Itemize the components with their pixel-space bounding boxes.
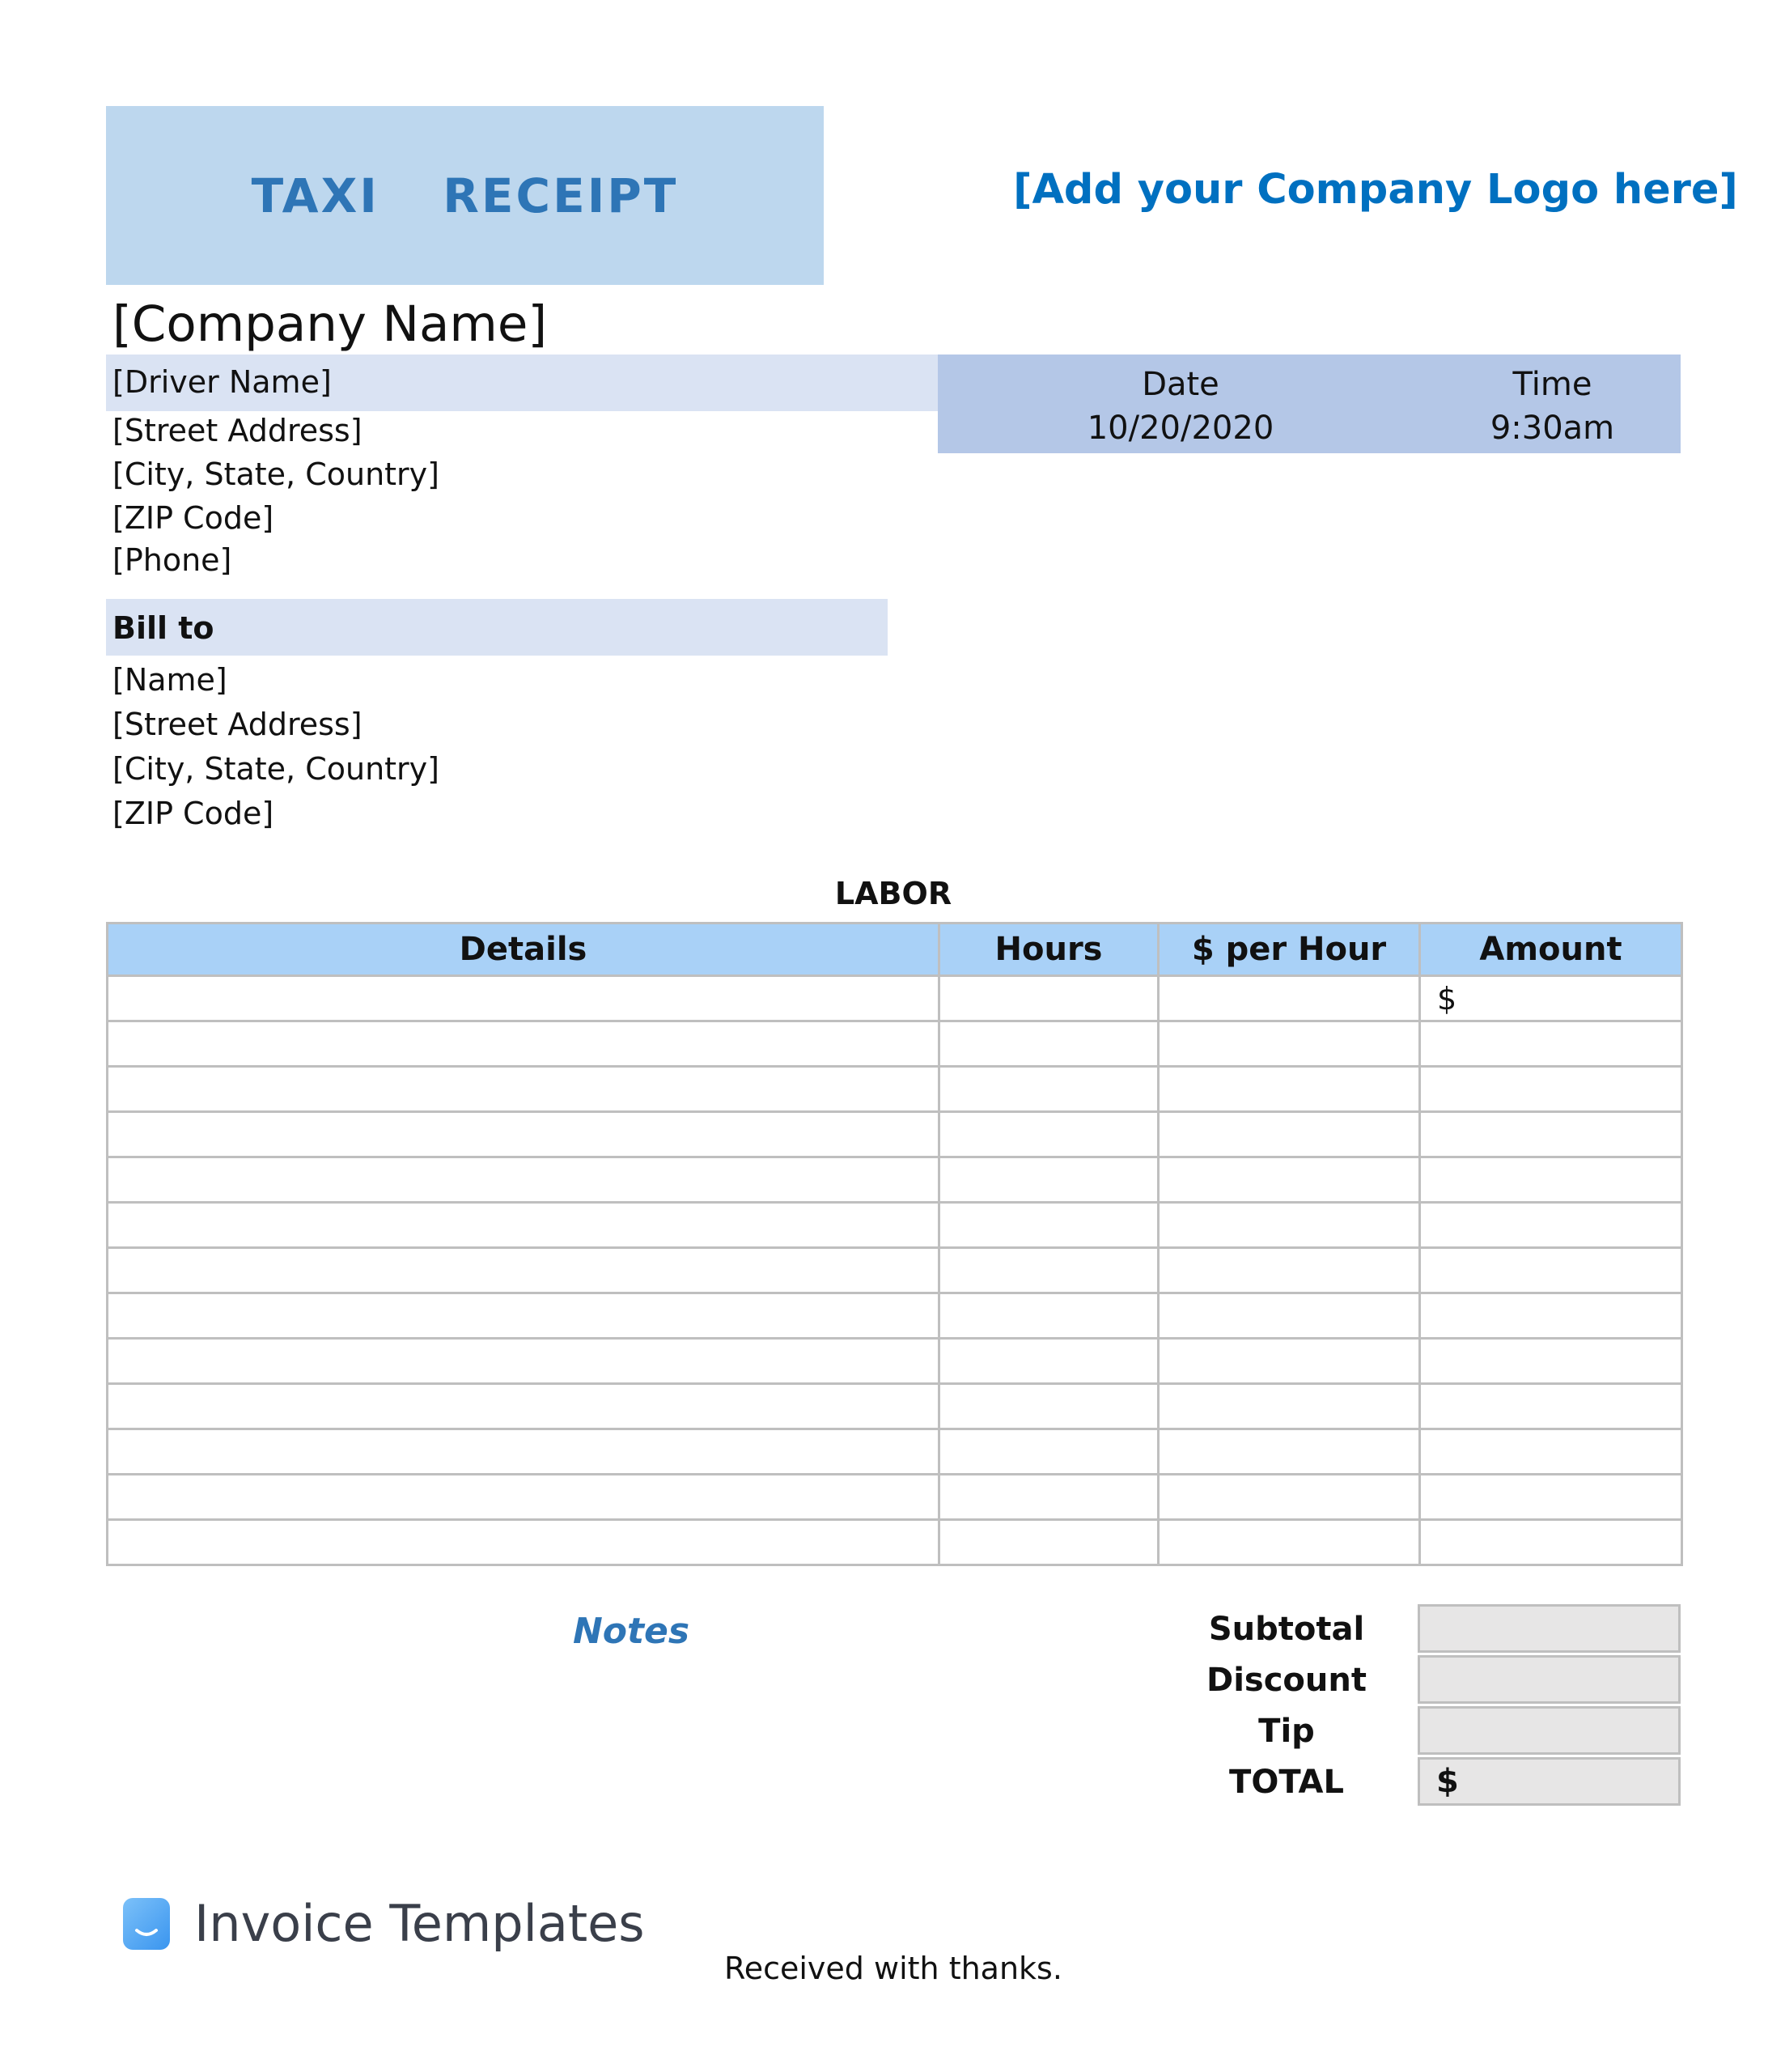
details-cell[interactable]	[108, 1520, 939, 1565]
driver-phone: [Phone]	[112, 542, 232, 578]
amount-cell[interactable]: $	[1420, 976, 1682, 1021]
hours-cell[interactable]	[939, 1429, 1159, 1475]
hours-cell[interactable]	[939, 1157, 1159, 1203]
table-row	[108, 1067, 1682, 1112]
labor-table	[106, 922, 1683, 1566]
table-row	[108, 1475, 1682, 1520]
hours-cell[interactable]	[939, 1021, 1159, 1067]
rate-cell[interactable]	[1159, 1248, 1420, 1293]
table-row	[108, 1293, 1682, 1339]
subtotal-label: Subtotal	[1208, 1611, 1365, 1648]
receipt-title: TAXI RECEIPT	[251, 168, 679, 223]
labor-heading: LABOR	[834, 876, 952, 911]
bill-to-zip: [ZIP Code]	[112, 796, 274, 831]
hours-cell[interactable]	[939, 1293, 1159, 1339]
details-cell[interactable]	[108, 1248, 939, 1293]
date-label: Date	[1142, 366, 1219, 403]
details-cell[interactable]	[108, 1112, 939, 1157]
driver-name: [Driver Name]	[112, 364, 332, 400]
details-cell[interactable]	[108, 1293, 939, 1339]
details-cell[interactable]	[108, 976, 939, 1021]
amount-cell[interactable]	[1420, 1203, 1682, 1248]
rate-cell[interactable]	[1159, 1520, 1420, 1565]
discount-label: Discount	[1206, 1662, 1367, 1699]
details-cell[interactable]	[108, 1067, 939, 1112]
labor-header-row	[108, 923, 1682, 976]
total-label: TOTAL	[1229, 1764, 1344, 1801]
amount-cell[interactable]	[1420, 1157, 1682, 1203]
amount-cell[interactable]	[1420, 1475, 1682, 1520]
thanks-message: Received with thanks.	[724, 1951, 1062, 1986]
rate-cell[interactable]	[1159, 1475, 1420, 1520]
table-row	[108, 1157, 1682, 1203]
hours-cell[interactable]	[939, 1339, 1159, 1384]
details-cell[interactable]	[108, 1384, 939, 1429]
amount-cell[interactable]	[1420, 1520, 1682, 1565]
bill-to-name: [Name]	[112, 662, 227, 698]
details-cell[interactable]	[108, 1429, 939, 1475]
details-cell[interactable]	[108, 1475, 939, 1520]
amount-cell[interactable]	[1420, 1021, 1682, 1067]
tip-field[interactable]	[1418, 1706, 1681, 1755]
tip-label: Tip	[1258, 1713, 1315, 1750]
hours-cell[interactable]	[939, 976, 1159, 1021]
col-rate: $ per Hour	[1159, 923, 1420, 976]
rate-cell[interactable]	[1159, 1429, 1420, 1475]
table-row	[108, 1112, 1682, 1157]
hours-cell[interactable]	[939, 1520, 1159, 1565]
rate-cell[interactable]	[1159, 1112, 1420, 1157]
driver-street: [Street Address]	[112, 413, 363, 448]
table-row	[108, 1339, 1682, 1384]
hours-cell[interactable]	[939, 1384, 1159, 1429]
amount-cell[interactable]	[1420, 1384, 1682, 1429]
hours-cell[interactable]	[939, 1067, 1159, 1112]
table-row	[108, 1429, 1682, 1475]
rate-cell[interactable]	[1159, 1021, 1420, 1067]
bill-to-street: [Street Address]	[112, 707, 363, 742]
brand-name: Invoice Templates	[194, 1894, 645, 1953]
rate-cell[interactable]	[1159, 1157, 1420, 1203]
rate-cell[interactable]	[1159, 1067, 1420, 1112]
amount-cell[interactable]	[1420, 1339, 1682, 1384]
logo-placeholder: [Add your Company Logo here]	[1013, 166, 1738, 214]
date-value: 10/20/2020	[1087, 410, 1274, 447]
bill-to-heading: Bill to	[112, 610, 214, 646]
amount-cell[interactable]	[1420, 1429, 1682, 1475]
amount-cell[interactable]	[1420, 1112, 1682, 1157]
rate-cell[interactable]	[1159, 1384, 1420, 1429]
notes-label: Notes	[572, 1611, 690, 1652]
hours-cell[interactable]	[939, 1475, 1159, 1520]
invoice-templates-logo-icon	[123, 1898, 170, 1950]
amount-cell[interactable]	[1420, 1248, 1682, 1293]
rate-cell[interactable]	[1159, 1339, 1420, 1384]
driver-zip: [ZIP Code]	[112, 500, 274, 536]
col-amount: Amount	[1420, 923, 1682, 976]
rate-cell[interactable]	[1159, 1293, 1420, 1339]
subtotal-field[interactable]	[1418, 1604, 1681, 1653]
rate-cell[interactable]	[1159, 976, 1420, 1021]
driver-city: [City, State, Country]	[112, 456, 439, 492]
table-row	[108, 1248, 1682, 1293]
hours-cell[interactable]	[939, 1112, 1159, 1157]
col-hours: Hours	[939, 923, 1159, 976]
col-details: Details	[108, 923, 939, 976]
time-label: Time	[1512, 366, 1592, 403]
table-row	[108, 1203, 1682, 1248]
table-row	[108, 976, 1682, 1021]
details-cell[interactable]	[108, 1157, 939, 1203]
smile-icon	[123, 1898, 170, 1950]
hours-cell[interactable]	[939, 1248, 1159, 1293]
discount-field[interactable]	[1418, 1655, 1681, 1704]
table-row	[108, 1021, 1682, 1067]
table-row	[108, 1384, 1682, 1429]
details-cell[interactable]	[108, 1203, 939, 1248]
hours-cell[interactable]	[939, 1203, 1159, 1248]
company-name: [Company Name]	[112, 295, 548, 353]
table-row	[108, 1520, 1682, 1565]
rate-cell[interactable]	[1159, 1203, 1420, 1248]
details-cell[interactable]	[108, 1339, 939, 1384]
details-cell[interactable]	[108, 1021, 939, 1067]
bill-to-bar	[106, 599, 888, 656]
time-value: 9:30am	[1490, 410, 1615, 447]
bill-to-city: [City, State, Country]	[112, 751, 439, 787]
amount-cell[interactable]	[1420, 1293, 1682, 1339]
amount-cell[interactable]	[1420, 1067, 1682, 1112]
total-field[interactable]: $	[1418, 1757, 1681, 1806]
